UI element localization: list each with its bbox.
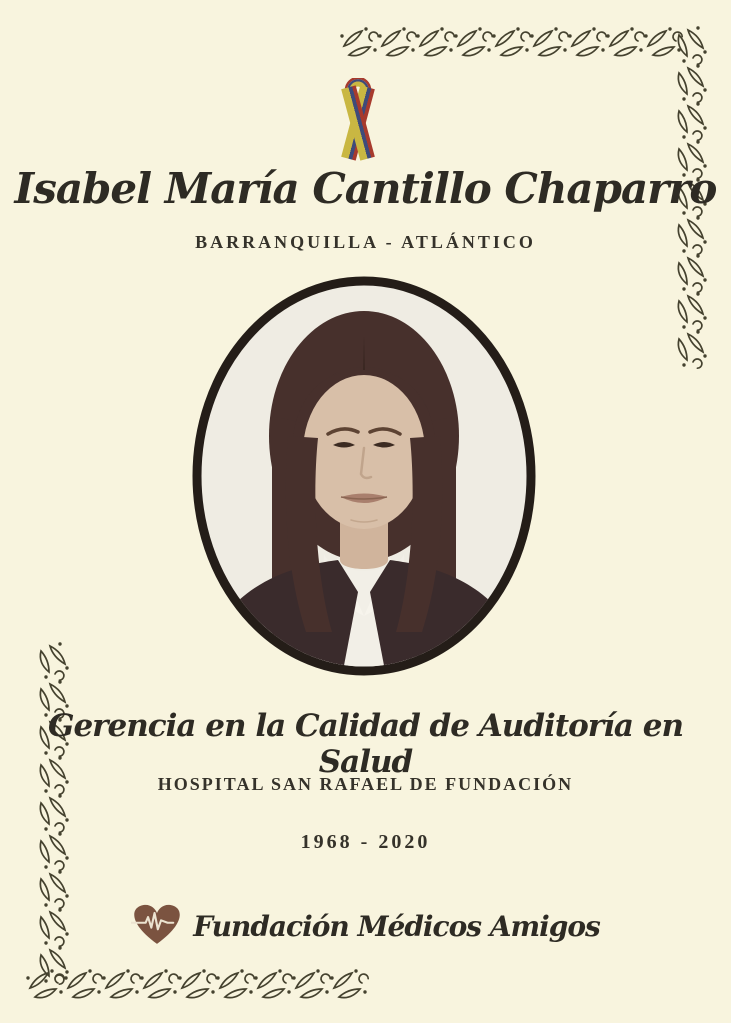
leaf-vine-border-top-icon	[338, 16, 706, 64]
colombia-ribbon-icon	[330, 78, 386, 162]
heart-ekg-icon	[131, 903, 183, 949]
degree-title: Gerencia en la Calidad de Auditoría en Salud	[47, 708, 684, 780]
portrait-photo	[192, 276, 536, 676]
location-label: BARRANQUILLA - ATLÁNTICO	[195, 232, 536, 252]
footer	[0, 903, 731, 949]
leaf-vine-border-bottom-icon	[24, 958, 392, 1006]
foundation-name: Fundación Médicos Amigos	[193, 909, 600, 943]
institution-label: HOSPITAL SAN RAFAEL DE FUNDACIÓN	[157, 774, 574, 794]
deceased-name: Isabel María Cantillo Chaparro	[14, 164, 717, 213]
life-years: 1968 - 2020	[300, 831, 431, 853]
